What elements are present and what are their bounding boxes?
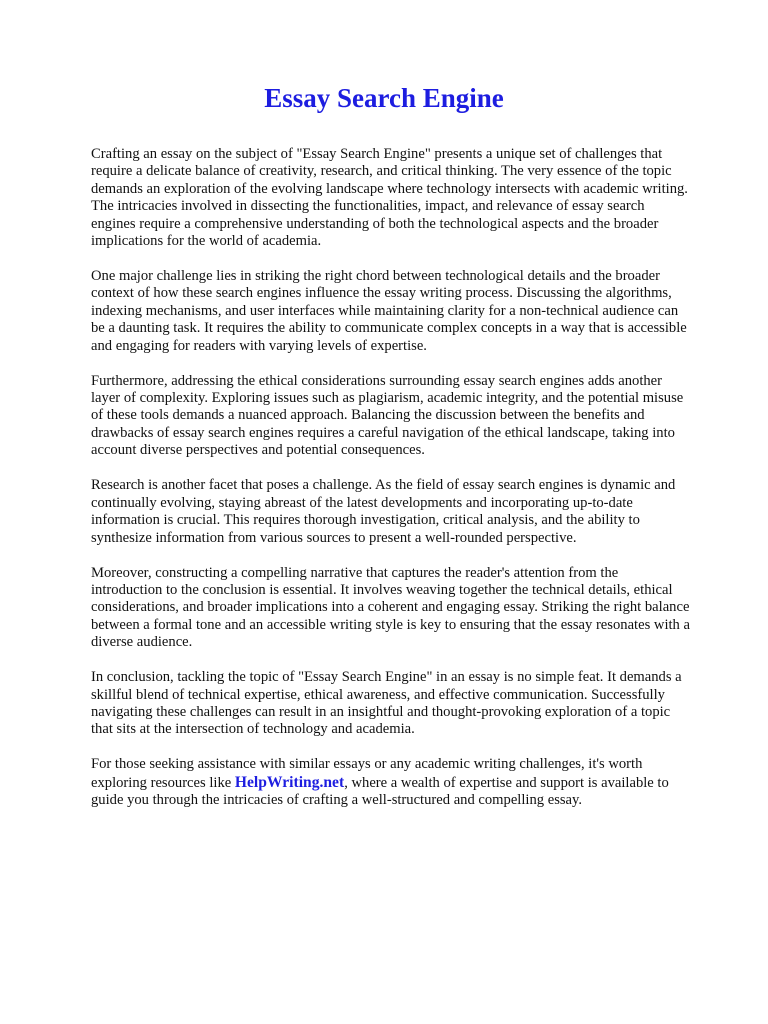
paragraph-7-before-link: For those seeking assistance with similar essays or any academic writing challenges, it's worth exploring resources like: [91, 756, 643, 791]
helpwriting-link[interactable]: HelpWriting.net: [234, 773, 345, 791]
paragraph-4: Research is another facet that poses a challenge. As the field of essay search engines is dynamic and continually evolving, staying abreast of the latest developments and incorporating up-to-date information is crucial. This requires thorough investigation, critical analysis, and the ability to synthesize information from various sources to present a well-rounded perspective.: [91, 477, 676, 546]
paragraph-1: Crafting an essay on the subject of "Essay Search Engine" presents a unique set of challenges that require a delicate balance of creativity, research, and critical thinking. The very essence of the topic demands an exploration of the evolving landscape where technology intersects with academic writing. The intricacies involved in dissecting the functionalities, impact, and relevance of essay search engines require a comprehensive understanding of both the technological aspects and the broader implications for the world of academia.: [91, 146, 688, 250]
paragraph-7: [91, 756, 691, 809]
paragraph-6: In conclusion, tackling the topic of "Essay Search Engine" in an essay is no simple feat. It demands a skillful blend of technical expertise, ethical awareness, and effective communication. Successfully navigating these challenges can result in an insightful and thought-provoking exploration of a topic that sits at the intersection of technology and academia.: [91, 669, 682, 738]
paragraph-3: Furthermore, addressing the ethical considerations surrounding essay search engines adds another layer of complexity. Exploring issues such as plagiarism, academic integrity, and the potential misuse of these tools demands a nuanced approach. Balancing the discussion between the benefits and drawbacks of essay search engines requires a careful navigation of the ethical landscape, taking into account diverse perspectives and potential consequences.: [91, 372, 684, 459]
paragraph-5: Moreover, constructing a compelling narrative that captures the reader's attention from the introduction to the conclusion is essential. It involves weaving together the technical details, ethical considerations, and broader implications into a coherent and engaging essay. Striking the right balance between a formal tone and an accessible writing style is key to ensuring that the essay resonates with a diverse audience.: [91, 564, 690, 651]
document-body: [91, 146, 691, 827]
paragraph-2: One major challenge lies in striking the right chord between technological details and the broader context of how these search engines influence the essay writing process. Discussing the algorithms, indexing mechanisms, and user interfaces while maintaining clarity for a non-technical audience can be a daunting task. It requires the ability to communicate complex concepts in a way that is accessible and engaging for readers with varying levels of expertise.: [91, 268, 687, 354]
page-title: Essay Search Engine: [264, 83, 504, 113]
paragraph-7-after-link: , where a wealth of expertise and support is available to guide you through the intricacies of crafting a well-structured and compelling essay.: [91, 774, 669, 809]
